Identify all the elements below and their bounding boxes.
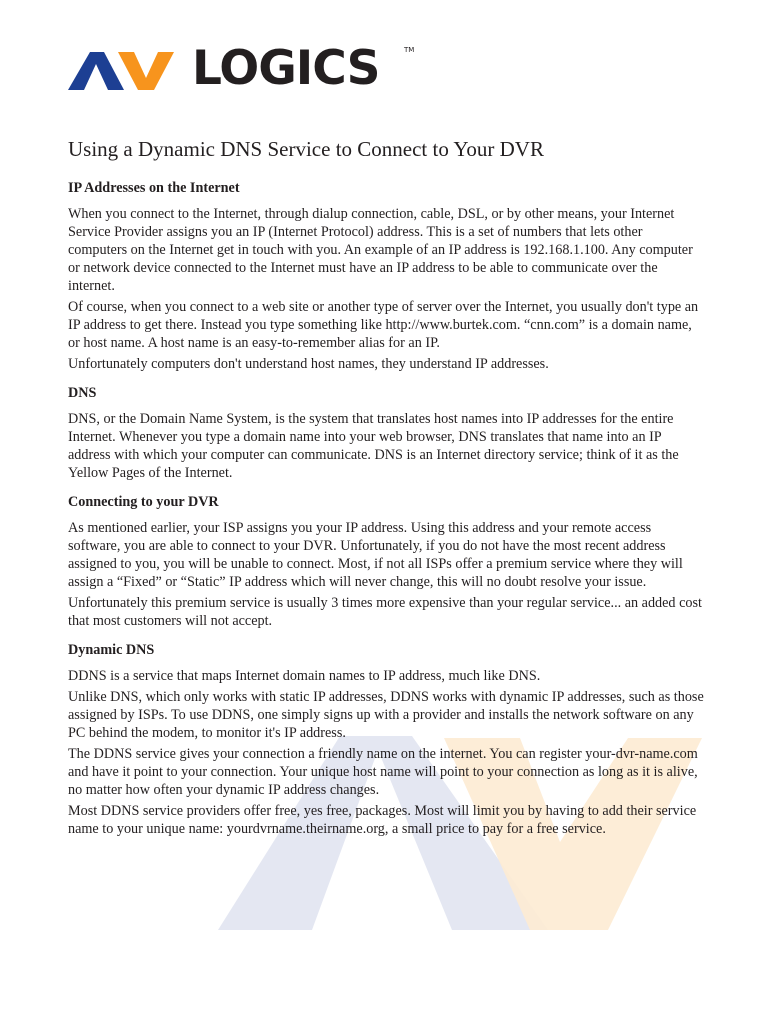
trademark-symbol: TM bbox=[404, 46, 415, 54]
paragraph: Of course, when you connect to a web site or another type of server over the Internet, you usually don't type an IP address to get there. Instead you type something like http://www.burtek.com. “cnn.com” is a domain name, or host name. A host name is an easy-to-remember alias for an IP. bbox=[68, 299, 699, 351]
section-heading: DNS bbox=[68, 385, 97, 401]
section-heading: Dynamic DNS bbox=[68, 642, 155, 658]
paragraph: When you connect to the Internet, through dialup connection, cable, DSL, or by other means, your Internet Service Provider assigns you an IP (Internet Protocol) address. This is a set of numbers that lets other computers on the Internet get in touch with you. An example of an IP address is 192.168.1.100. Any computer or network device connected to the Internet must have an IP address to be able to communicate over the internet. bbox=[68, 206, 693, 294]
section-heading: Connecting to your DVR bbox=[68, 494, 219, 510]
paragraph: As mentioned earlier, your ISP assigns you your IP address. Using this address and your remote access software, you are able to connect to your DVR. Unfortunately, if you do not have the most recent address assigned to you, you will be unable to connect. Most, if not all ISPs offer a premium service where they will assign a “Fixed” or “Static” IP address which will never change, this will no doubt resolve your issue. bbox=[68, 520, 683, 590]
section-connecting-dvr bbox=[68, 494, 704, 630]
section-dns bbox=[68, 385, 704, 482]
paragraph: Unfortunately computers don't understand host names, they understand IP addresses. bbox=[68, 356, 549, 372]
logo-wordmark: LOGICS bbox=[192, 41, 380, 96]
paragraph: DDNS is a service that maps Internet domain names to IP address, much like DNS. bbox=[68, 668, 541, 684]
paragraph: Most DDNS service providers offer free, yes free, packages. Most will limit you by having to add their service name to your unique name: yourdvrname.theirname.org, a small price to pay for a free service. bbox=[68, 803, 697, 837]
paragraph: The DDNS service gives your connection a friendly name on the internet. You can register your-dvr-name.com and have it point to your connection. Your unique host name will point to your connection as long as it is alive, no matter how often your dynamic IP address changes. bbox=[68, 746, 698, 798]
document-body bbox=[68, 136, 704, 850]
section-ip-addresses bbox=[68, 180, 704, 373]
paragraph: Unfortunately this premium service is usually 3 times more expensive than your regular service... an added cost that most customers will not accept. bbox=[68, 595, 702, 629]
paragraph: DNS, or the Domain Name System, is the system that translates host names into IP addresses for the entire Internet. Whenever you type a domain name into your web browser, DNS translates that name into an IP address with which your computer can communicate. DNS is an Internet directory service; think of it as the Yellow Pages of the Internet. bbox=[68, 411, 679, 481]
avlogics-logo bbox=[68, 41, 418, 96]
page-title: Using a Dynamic DNS Service to Connect to Your DVR bbox=[68, 137, 544, 161]
av-logo-mark-icon bbox=[68, 50, 192, 92]
section-heading: IP Addresses on the Internet bbox=[68, 180, 240, 196]
paragraph: Unlike DNS, which only works with static IP addresses, DDNS works with dynamic IP addresses, such as those assigned by ISPs. To use DDNS, one simply signs up with a provider and installs the network software on any PC behind the modem, to monitor it's IP address. bbox=[68, 689, 704, 741]
section-dynamic-dns bbox=[68, 642, 704, 838]
